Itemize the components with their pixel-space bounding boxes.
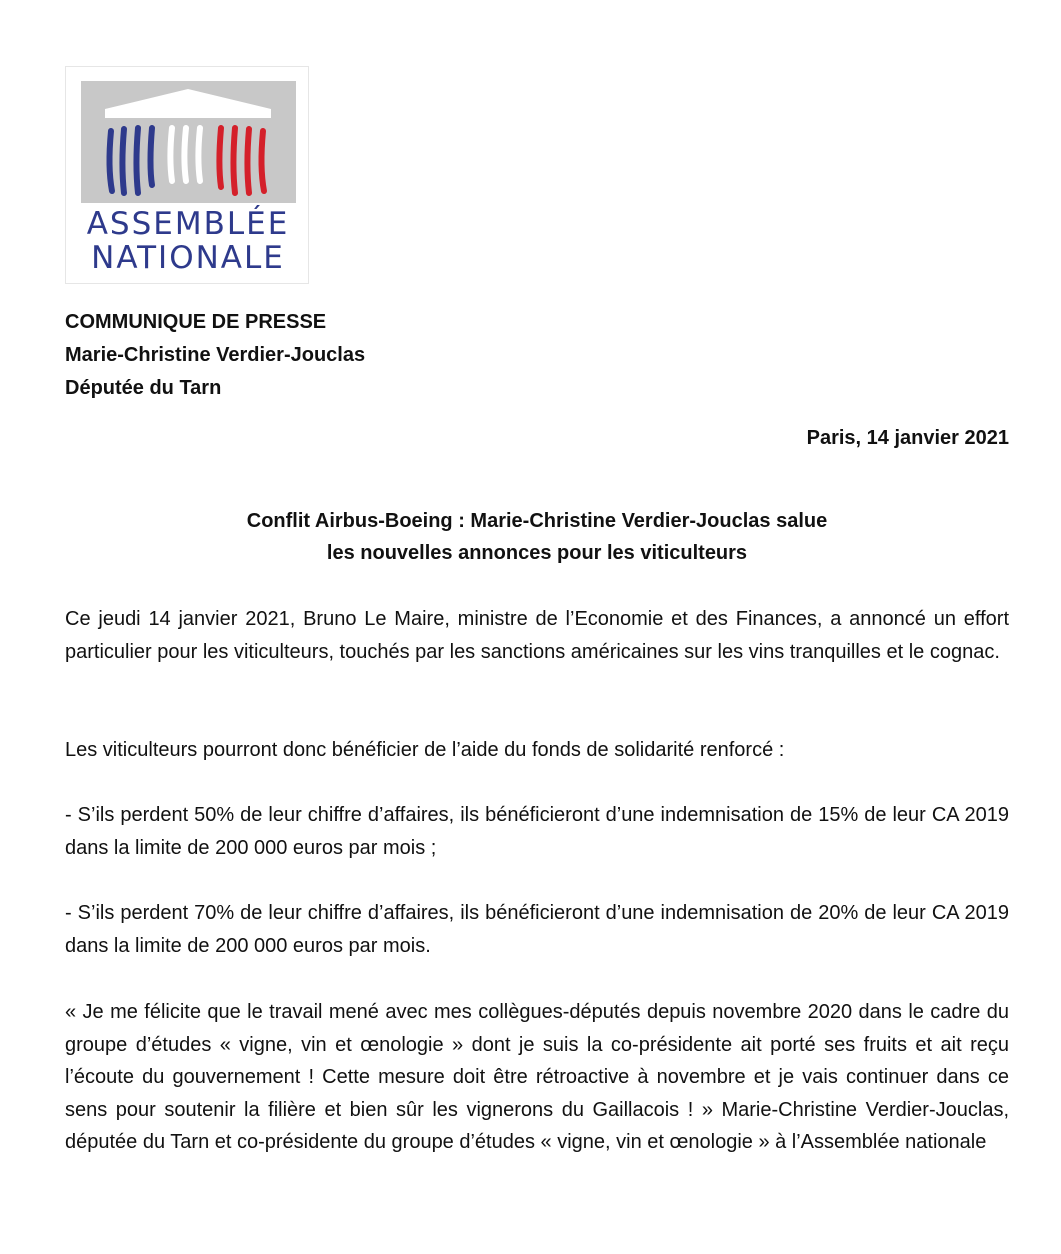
author-role: Députée du Tarn bbox=[65, 377, 222, 399]
press-release-title bbox=[65, 505, 1009, 569]
paragraph-announcement: Ce jeudi 14 janvier 2021, Bruno Le Maire, ministre de l’Economie et des Finances, a annoncé un effort particulier pour les viticulteurs, touchés par les sanctions américaines sur les vins tranquilles et le cognac. bbox=[65, 608, 1009, 663]
paragraph-solidarity-fund: Les viticulteurs pourront donc bénéficier de l’aide du fonds de solidarité renforcé : bbox=[65, 739, 785, 761]
title-line2: les nouvelles annonces pour les viticulteurs bbox=[326, 542, 748, 564]
paragraph-quote: « Je me félicite que le travail mené avec mes collègues-députés depuis novembre 2020 dans le cadre du groupe d’études « vigne, vin et œnologie » dont je suis la co-présidente ait porté ses fruits et ait reçu l’écoute du gouvernement ! Cette mesure doit être rétroactive à novembre et je vais continuer dans ce sens pour soutenir la filière et bien sûr les vignerons du Gaillacois ! » Marie-Christine Verdier-Jouclas, députée du Tarn et co-présidente du groupe d’études « vigne, vin et œnologie » à l’Assemblée nationale bbox=[65, 1001, 1009, 1153]
press-release-header bbox=[65, 306, 365, 405]
logo-text-line2: NATIONALE bbox=[91, 240, 285, 276]
paragraph-bullet-50: - S’ils perdent 50% de leur chiffre d’affaires, ils bénéficieront d’une indemnisation de 15% de leur CA 2019 dans la limite de 200 000 euros par mois ; bbox=[65, 804, 1009, 859]
document-type: COMMUNIQUE DE PRESSE bbox=[65, 311, 327, 333]
assemblee-nationale-logo bbox=[65, 66, 309, 284]
title-line1: Conflit Airbus-Boeing : Marie-Christine Verdier-Jouclas salue bbox=[246, 510, 828, 532]
paragraph-bullet-70: - S’ils perdent 70% de leur chiffre d’affaires, ils bénéficieront d’une indemnisation de 20% de leur CA 2019 dans la limite de 200 000 euros par mois. bbox=[65, 902, 1009, 957]
logo-text-line1: ASSEMBLÉE bbox=[86, 206, 290, 242]
date-line: Paris, 14 janvier 2021 bbox=[806, 427, 1009, 449]
author-name: Marie-Christine Verdier-Jouclas bbox=[65, 344, 366, 366]
